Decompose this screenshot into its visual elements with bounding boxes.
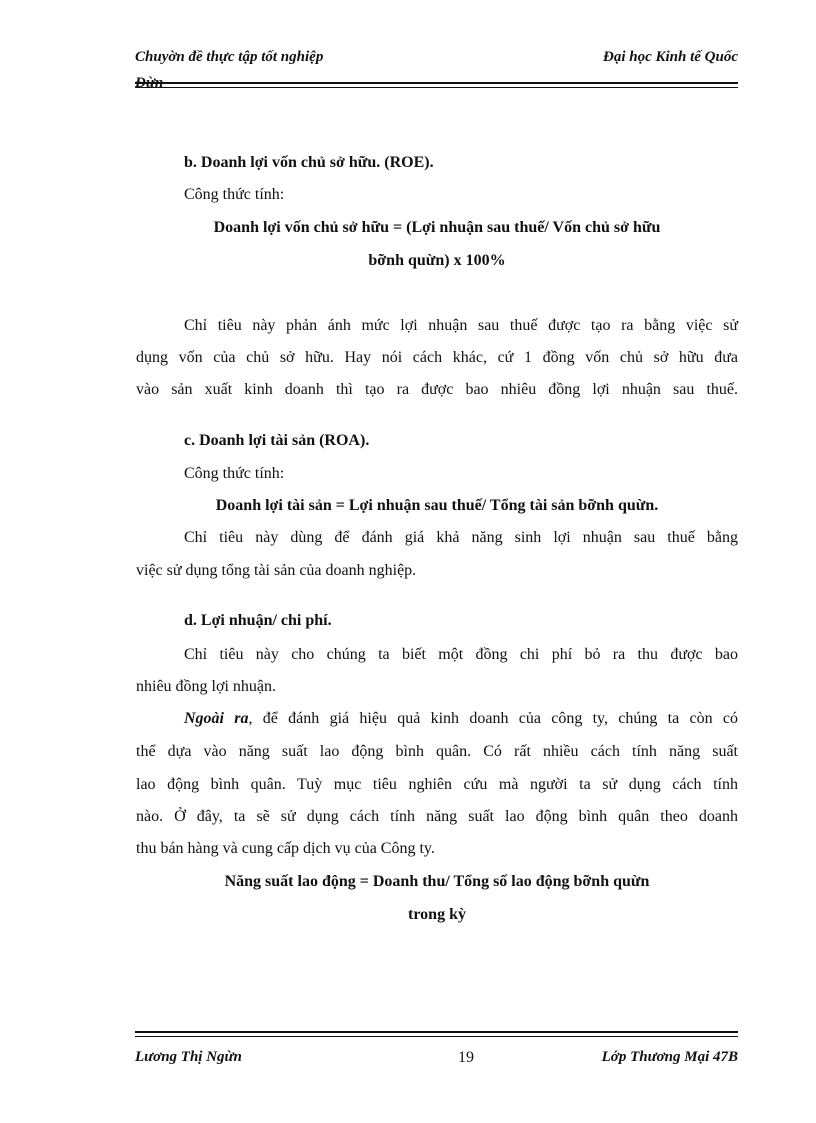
roe-heading: b. Doanh lợi vốn chủ sở hữu. (ROE). xyxy=(184,154,434,171)
header-divider xyxy=(135,82,738,88)
profit-cost-paragraph-line2: nhiêu đồng lợi nhuận. xyxy=(136,678,276,695)
footer-author: Lương Thị Ngừn xyxy=(135,1049,242,1065)
roa-paragraph-line1: Chỉ tiêu này dùng để đánh giá khả năng sinh lợi nhuận sau thuế bằng xyxy=(184,529,738,546)
productivity-paragraph-line4: nào. Ở đây, ta sẽ sử dụng cách tính năng suất lao động bình quân theo doanh xyxy=(136,808,738,825)
roe-paragraph-line1: Chỉ tiêu này phản ánh mức lợi nhuận sau thuế được tạo ra bằng việc sử xyxy=(184,317,738,334)
header-thesis-title: Chuyờn đề thực tập tốt nghiệp xyxy=(135,49,324,65)
productivity-lead-emphasis: Ngoài ra xyxy=(184,710,249,727)
roe-formula-line2: bỡnh quừn) x 100% xyxy=(368,252,506,269)
roe-paragraph-line3: vào sản xuất kinh doanh thì tạo ra được bao nhiêu đồng lợi nhuận sau thuế. xyxy=(136,381,738,398)
productivity-formula-line2: trong kỳ xyxy=(408,906,466,923)
productivity-line1-rest: , để đánh giá hiệu quả kinh doanh của công ty, chúng ta còn có xyxy=(248,710,738,727)
roa-heading: c. Doanh lợi tài sản (ROA). xyxy=(184,432,370,449)
productivity-paragraph-line2: thể dựa vào năng suất lao động bình quân. Có rất nhiều cách tính năng suất xyxy=(136,743,738,760)
roa-formula: Doanh lợi tài sản = Lợi nhuận sau thuế/ Tổng tài sản bỡnh quừn. xyxy=(215,497,659,514)
footer-divider xyxy=(135,1031,738,1037)
productivity-paragraph-line5: thu bán hàng và cung cấp dịch vụ của Công ty. xyxy=(136,840,435,857)
header-thesis-title-wrap: Đừn xyxy=(135,75,164,91)
profit-cost-heading: d. Lợi nhuận/ chi phí. xyxy=(184,612,332,629)
productivity-paragraph-line1 xyxy=(184,711,738,727)
roa-formula-label: Công thức tính: xyxy=(184,465,285,482)
roe-paragraph-line2: dụng vốn của chủ sở hữu. Hay nói cách khác, cứ 1 đồng vốn chủ sở hữu đưa xyxy=(136,349,738,366)
profit-cost-paragraph-line1: Chỉ tiêu này cho chúng ta biết một đồng chi phí bỏ ra thu được bao xyxy=(184,646,738,663)
productivity-formula-line1: Năng suất lao động = Doanh thu/ Tổng số lao động bỡnh quừn xyxy=(224,873,650,890)
productivity-paragraph-line3: lao động bình quân. Tuỳ mục tiêu nghiên cứu mà người ta sử dụng cách tính xyxy=(136,776,738,793)
roe-formula-line1: Doanh lợi vốn chủ sở hữu = (Lợi nhuận sau thuế/ Vốn chủ sở hữu xyxy=(213,219,661,236)
page-number: 19 xyxy=(458,1049,474,1066)
header-university: Đại học Kinh tế Quốc xyxy=(602,49,738,65)
footer-class: Lớp Thương Mại 47B xyxy=(601,1049,738,1065)
roe-formula-label: Công thức tính: xyxy=(184,186,285,203)
roa-paragraph-line2: việc sử dụng tổng tài sản của doanh nghiệp. xyxy=(136,562,417,579)
